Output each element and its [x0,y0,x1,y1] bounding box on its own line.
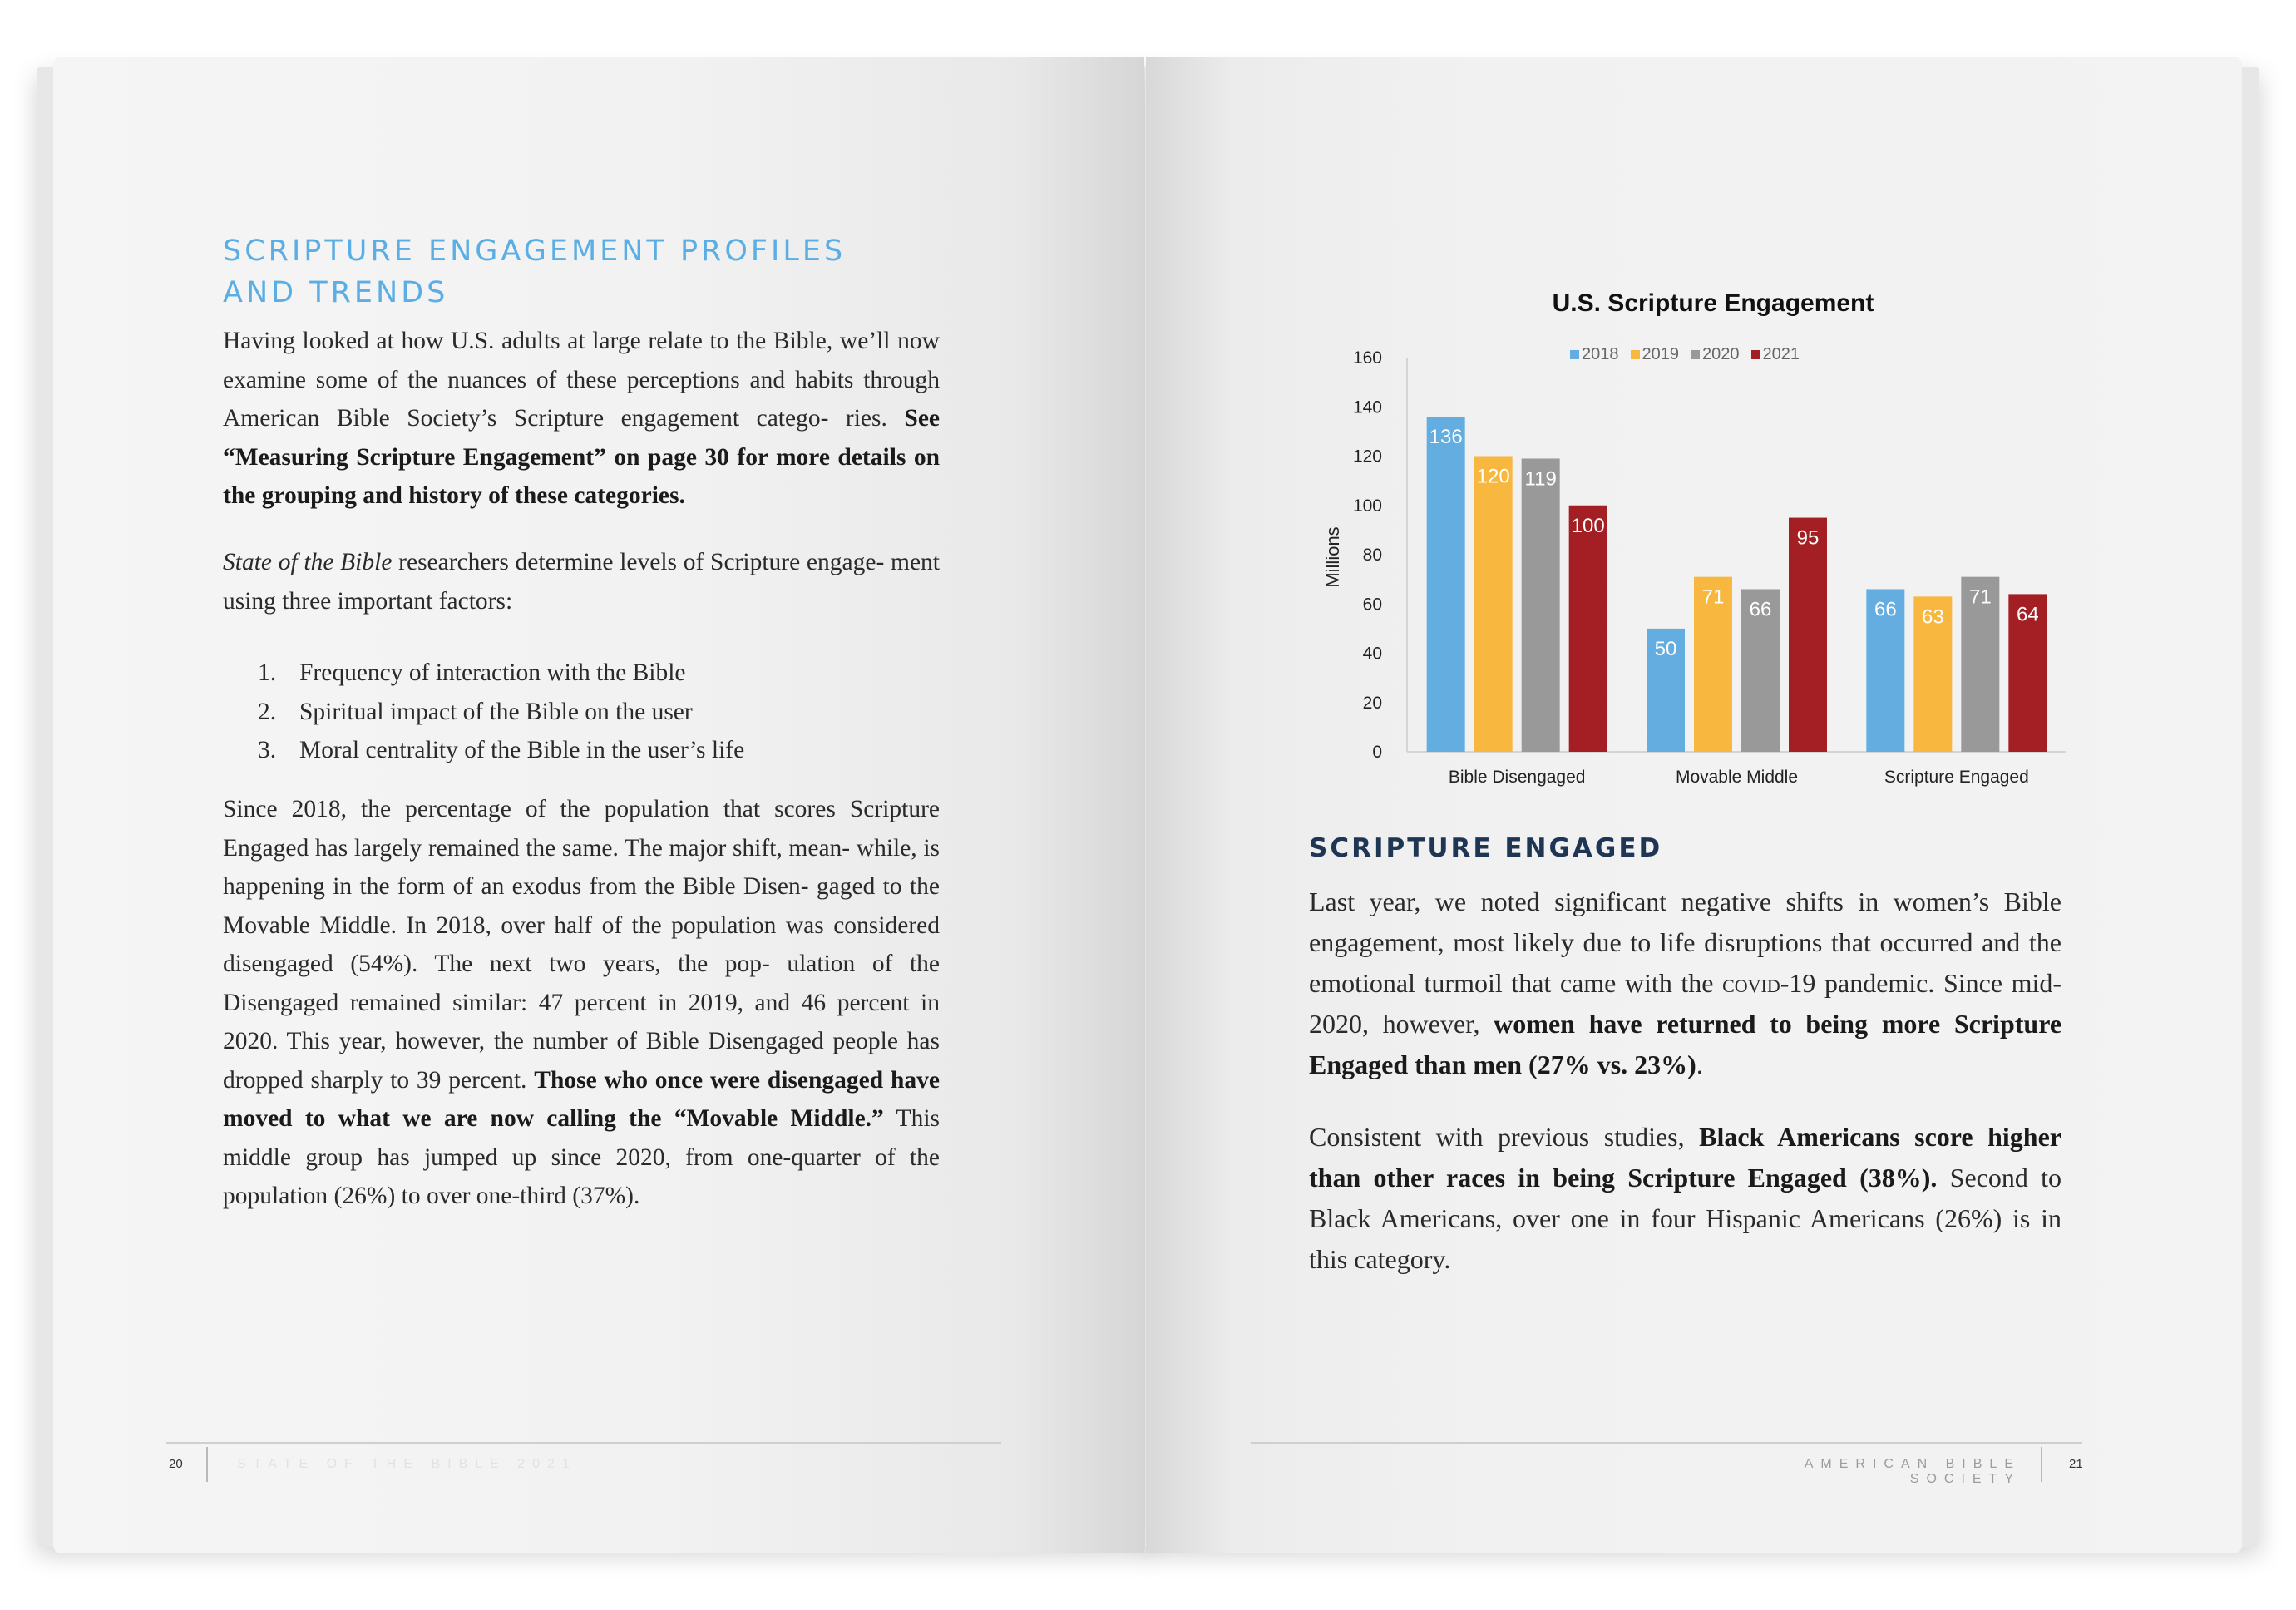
y-tick-label: 40 [1362,644,1382,664]
list-item [258,731,923,770]
y-ticks [1353,348,1382,762]
bar-value-label: 64 [2016,603,2039,626]
x-category-label: Scripture Engaged [1884,768,2029,787]
trend-text-a: Since 2018, the percentage of the population that scores Scripture Engaged has largely remained the same. The major shift, mean- while, is happening in the form of an exodus from the Bible Disen- gaged to the Movable Middle. In 2018, over half of the population was considered disengaged (54%). The next two years, the pop- ulation of the Disengaged remained similar: 47 percent in 2019, and 46 percent in 2020. This year, however, the number of Bible Disengaged people has dropped sharply to 39 percent. [223,796,940,1094]
women-paragraph [1309,882,2061,1085]
women-text-b: pandemic. Since mid-2020, however, [1309,968,2062,1039]
bar-value-label: 136 [1429,426,1463,449]
right-page-number: 21 [2069,1457,2083,1471]
women-bold: women have returned to being more Scripture Engaged than men (27% vs. 23%) [1309,1009,2062,1079]
bar [1474,457,1513,753]
list-text: Spiritual impact of the Bible on the user [299,698,693,725]
race-paragraph [1309,1117,2061,1280]
bar [1522,458,1560,752]
list-number: 1. [258,659,277,686]
right-footer-separator [2041,1447,2042,1482]
bar [1427,417,1465,752]
y-tick-label: 120 [1352,447,1382,467]
legend-label: 2021 [1762,345,1800,363]
y-tick-label: 0 [1372,743,1382,762]
list-number: 3. [258,737,277,763]
bar-value-label: 71 [1968,585,1992,609]
y-tick-label: 20 [1362,693,1382,713]
bar-value-label: 120 [1476,465,1510,488]
trend-paragraph [223,790,940,1216]
y-tick-label: 100 [1352,496,1382,516]
bar-value-label: 50 [1654,637,1677,660]
list-text: Frequency of interaction with the Bible [299,659,686,686]
left-running-title: STATE OF THE BIBLE 2021 [237,1457,577,1471]
bar-value-label: 66 [1749,598,1772,621]
chart-title: U.S. Scripture Engagement [1552,289,1874,317]
x-labels [1449,768,2029,787]
left-footer-separator [206,1447,208,1482]
intro-text: Having looked at how U.S. adults at large relate to the Bible, we’ll now examine some of the nuances of these perceptions and habits through American Bible Society’s Scripture engagement catego- ries. [223,328,940,432]
intro-paragraph [223,322,940,516]
bar-value-label: 66 [1874,598,1897,621]
trend-text-b: This middle group has jumped up since 2020, from one-quarter of the population (26%) to over one-third (37%). [223,1105,940,1209]
section-heading-line-2: AND TRENDS [223,276,449,309]
intro-bold-reference: See “Measuring Scripture Engagement” on page 30 for more details on the grouping and history of these categories. [223,405,940,509]
women-end: . [1696,1049,1703,1079]
factors-text: researchers determine levels of Scripture engage- ment using three important factors: [223,549,940,615]
list-item [258,654,923,693]
women-text: Last year, we noted significant negative shifts in women’s Bible engagement, most likely due to life disruptions that occurred and the emotional turmoil that came with the [1309,886,2061,998]
factors-list [258,654,923,770]
publication-title: State of the Bible [223,549,393,575]
factors-paragraph [223,543,940,620]
y-axis-label: Millions [1322,526,1343,588]
y-tick-label: 60 [1362,595,1382,615]
list-text: Moral centrality of the Bible in the user’s life [299,737,745,763]
bar [1569,506,1607,752]
left-page-number: 20 [169,1457,183,1471]
list-number: 2. [258,698,277,725]
legend-label: 2018 [1582,345,1619,363]
right-footer-rule [1251,1442,2082,1444]
race-bold: Black Americans score higher than other races in being Scripture Engaged (38%). [1309,1122,2062,1193]
legend-label: 2019 [1642,345,1679,363]
race-text: Consistent with previous studies, [1309,1122,1685,1152]
bars [1427,417,2047,752]
y-tick-label: 160 [1352,348,1382,368]
section-heading-line-1: SCRIPTURE ENGAGEMENT PROFILES [223,235,847,268]
trend-bold: Those who once were disengaged have moved to what we are now calling the “Movable Middle.” [223,1066,940,1132]
section-heading-scripture-engaged: SCRIPTURE ENGAGED [1309,833,1663,863]
y-tick-label: 80 [1362,546,1382,565]
list-item [258,693,923,732]
covid-term: covid-19 [1722,968,1816,998]
x-category-label: Movable Middle [1675,768,1799,787]
bar [1789,518,1827,752]
x-category-label: Bible Disengaged [1448,768,1586,787]
bar-chart [1314,341,2079,807]
race-text-b: Second to Black Americans, over one in four Hispanic Americans (26%) is in this category. [1309,1163,2062,1274]
bar-value-label: 100 [1571,514,1605,537]
section-heading [223,230,971,314]
bar-value-label: 95 [1796,526,1820,550]
left-footer-rule [166,1442,1001,1444]
bar-value-label: 63 [1921,605,1944,629]
y-tick-label: 140 [1352,398,1382,417]
right-running-title: AMERICAN BIBLE SOCIETY [1804,1457,2021,1486]
legend-label: 2020 [1702,345,1740,363]
bar-value-label: 71 [1701,585,1725,609]
bar-value-label: 119 [1524,467,1557,491]
